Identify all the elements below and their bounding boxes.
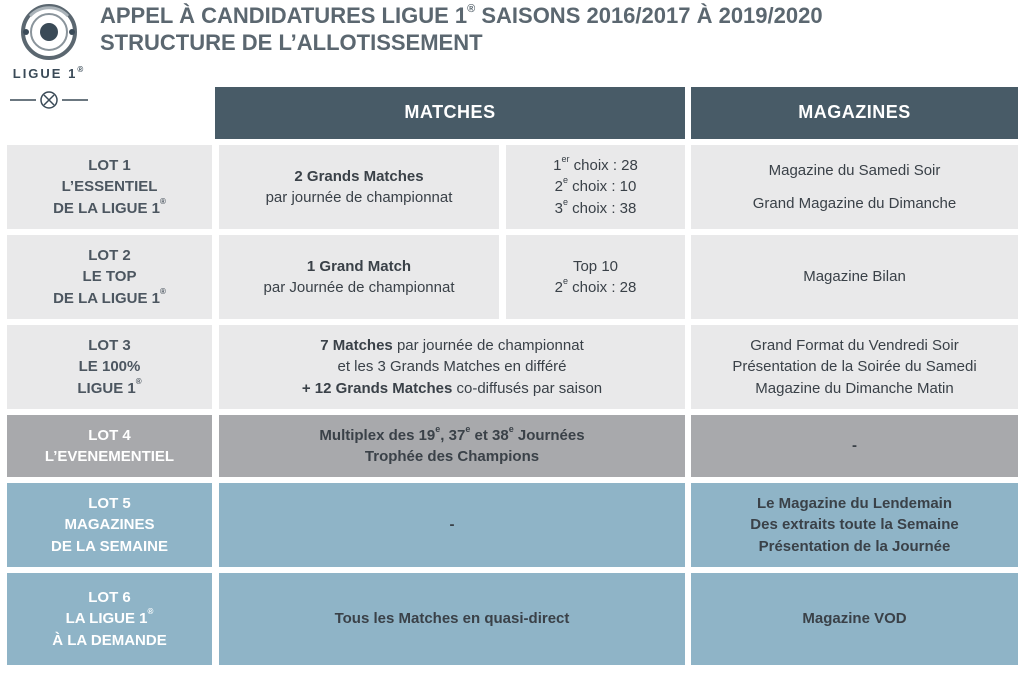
lot2-choices: Top 10 2e choix : 28 [506, 235, 685, 319]
title-line-2: STRUCTURE DE L’ALLOTISSEMENT [100, 30, 483, 55]
lot1-magazines: Magazine du Samedi Soir Grand Magazine du Dimanche [691, 145, 1018, 229]
lot3-label: LOT 3 LE 100% LIGUE 1® [7, 325, 212, 409]
lot5-label: LOT 5 MAGAZINES DE LA SEMAINE [7, 483, 212, 567]
lot4-magazines: - [691, 415, 1018, 477]
column-header-magazines: MAGAZINES [691, 87, 1018, 139]
lot6-label: LOT 6 LA LIGUE 1® À LA DEMANDE [7, 573, 212, 665]
lot6-matches: Tous les Matches en quasi-direct [219, 573, 685, 665]
lot2-matches: 1 Grand Match par Journée de championnat [219, 235, 499, 319]
lot3-magazines: Grand Format du Vendredi Soir Présentation de la Soirée du Samedi Magazine du Dimanche Matin [691, 325, 1018, 409]
lot4-matches: Multiplex des 19e, 37e et 38e Journées Trophée des Champions [219, 415, 685, 477]
lot2-label: LOT 2 LE TOP DE LA LIGUE 1® [7, 235, 212, 319]
lot6-magazines: Magazine VOD [691, 573, 1018, 665]
page-title [100, 2, 1010, 56]
lot2-magazines: Magazine Bilan [691, 235, 1018, 319]
ligue1-logo-icon [6, 2, 92, 68]
logo-text: LIGUE 1® [12, 65, 86, 81]
lot1-choices: 1er choix : 28 2e choix : 10 3e choix : 38 [506, 145, 685, 229]
lot4-label: LOT 4 L’EVENEMENTIEL [7, 415, 212, 477]
ligue1-logo [6, 2, 92, 110]
lot5-magazines: Le Magazine du Lendemain Des extraits toute la Semaine Présentation de la Journée [691, 483, 1018, 567]
title-line-1: APPEL À CANDIDATURES LIGUE 1® SAISONS 2016/2017 À 2019/2020 [100, 3, 823, 28]
column-header-matches: MATCHES [215, 87, 685, 139]
lot1-label: LOT 1 L’ESSENTIEL DE LA LIGUE 1® [7, 145, 212, 229]
lot5-matches: - [219, 483, 685, 567]
logo-emblem-icon [6, 90, 92, 110]
lot3-matches: 7 Matches par journée de championnat et les 3 Grands Matches en différé + 12 Grands Matches co-diffusés par saison [219, 325, 685, 409]
lot1-matches: 2 Grands Matches par journée de championnat [219, 145, 499, 229]
